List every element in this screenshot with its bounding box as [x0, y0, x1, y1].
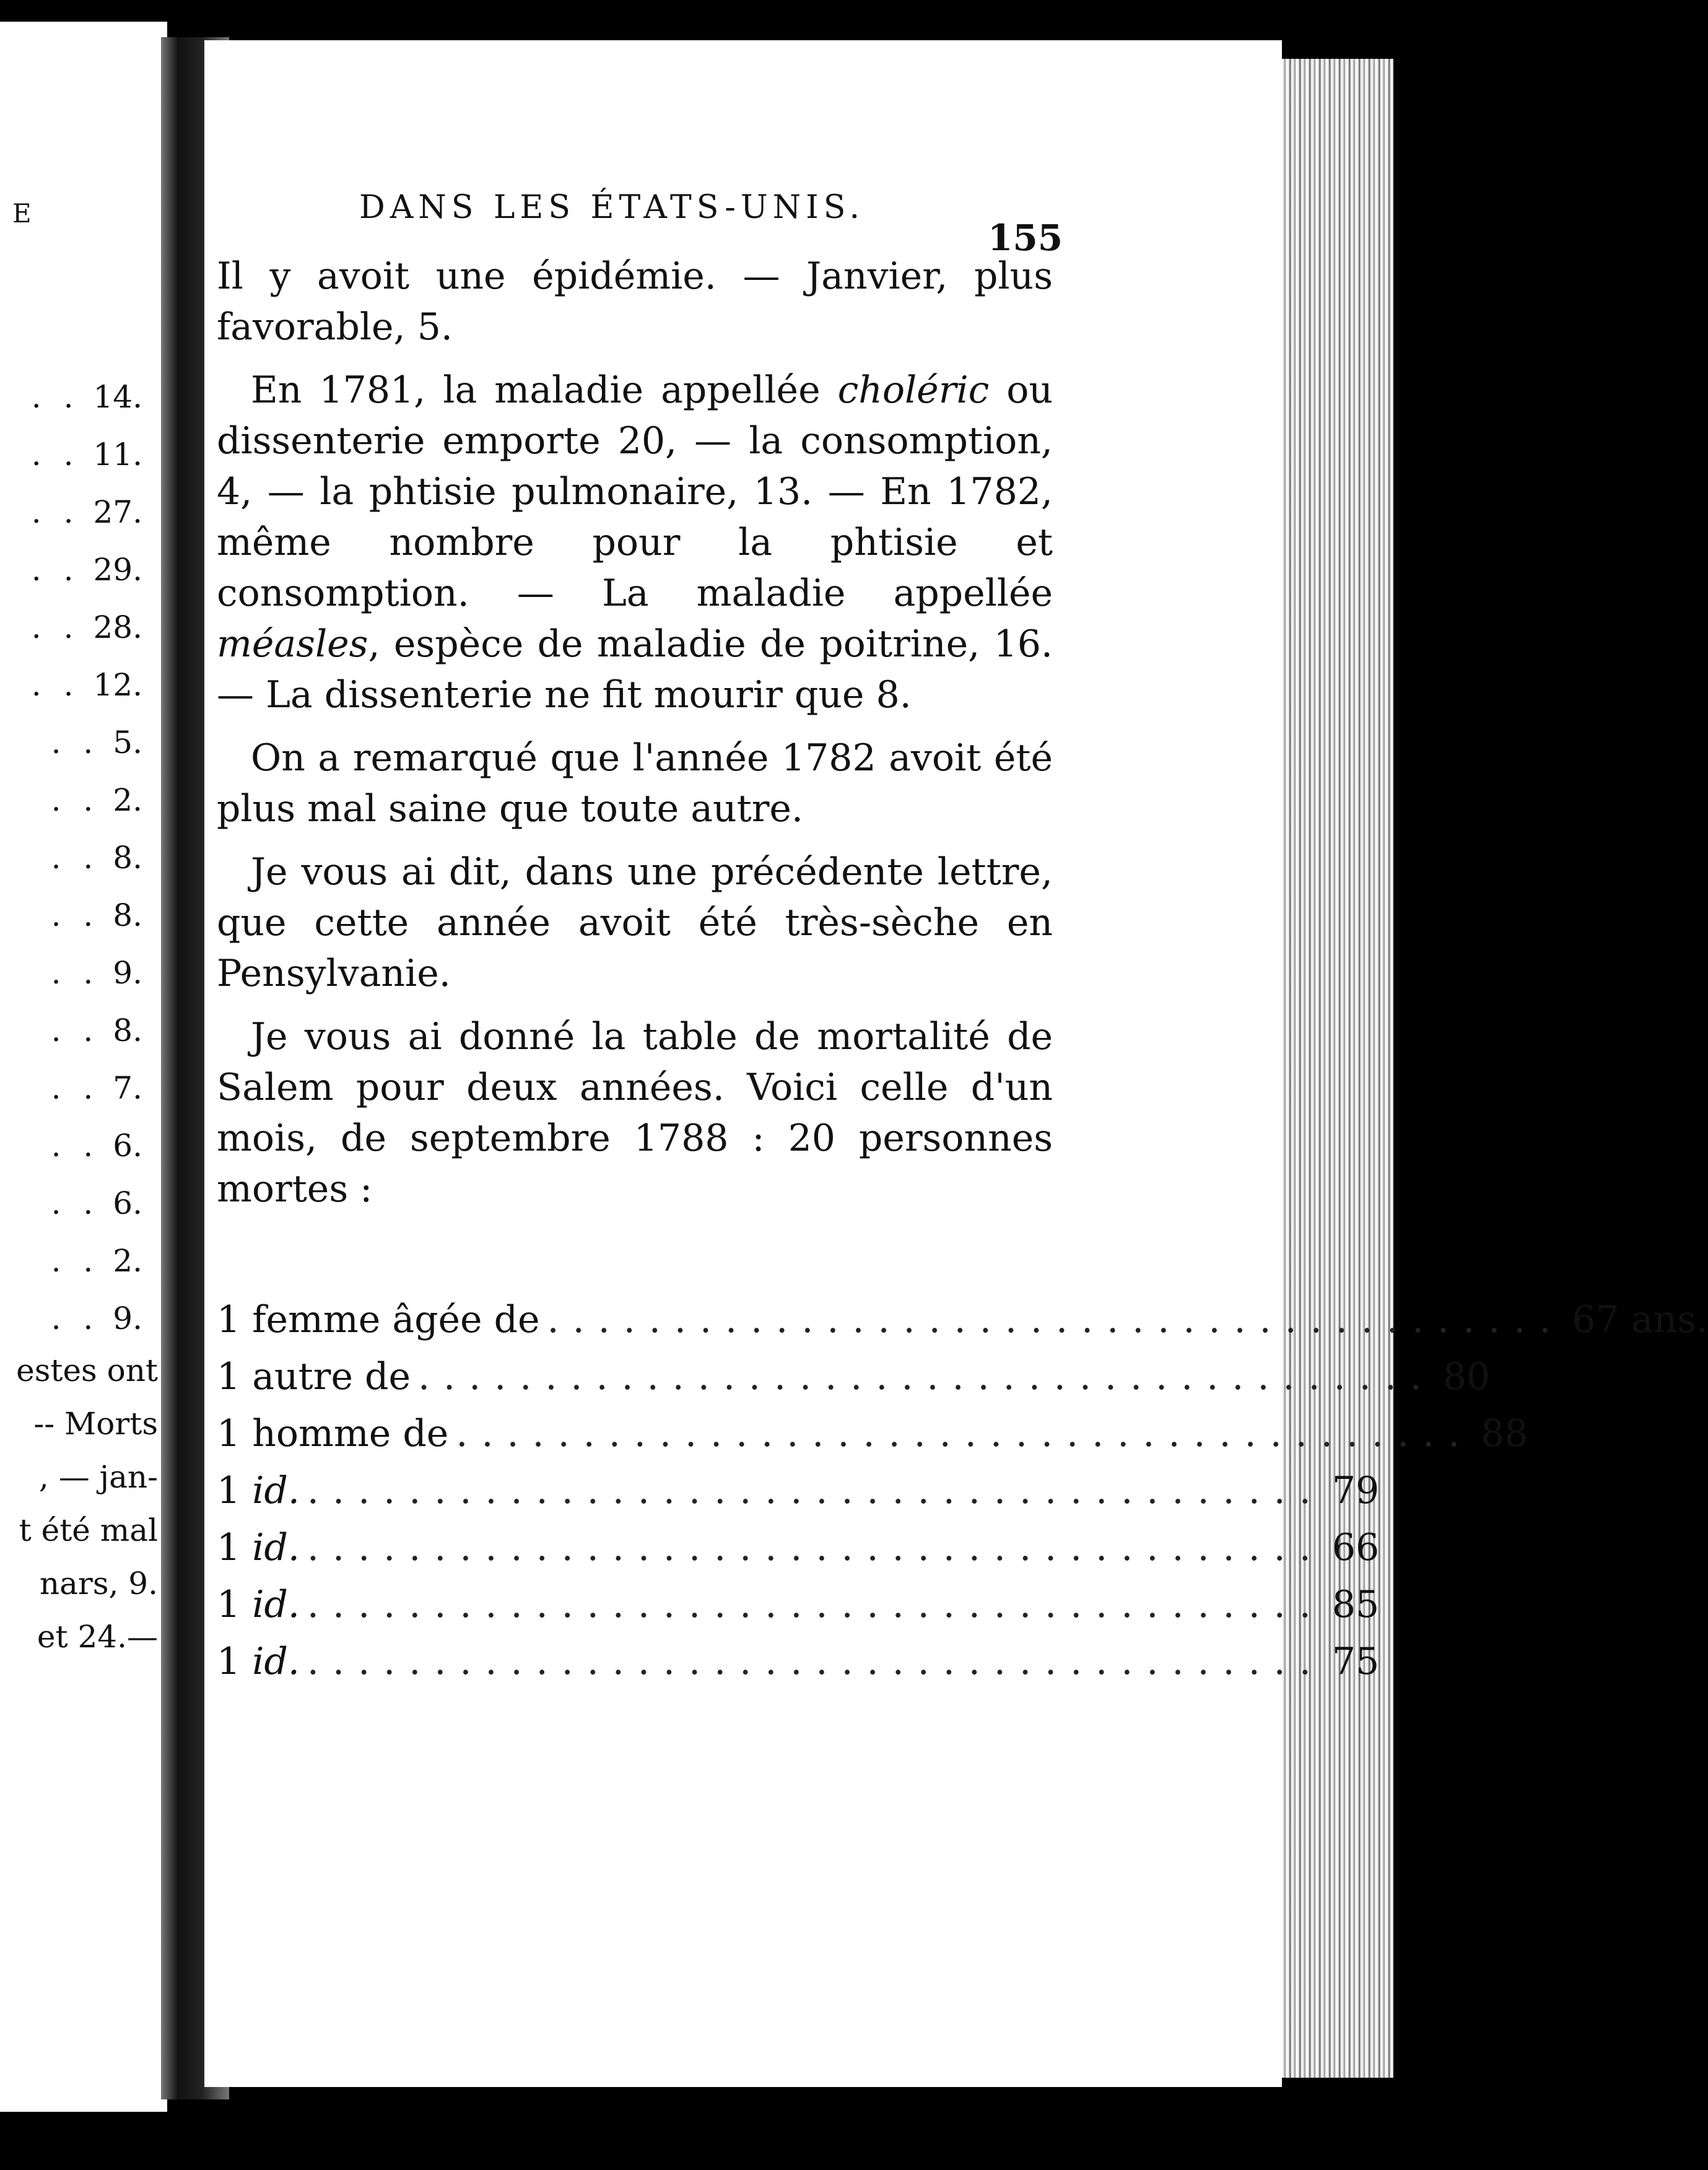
left-text-line: -- Morts: [33, 1406, 158, 1442]
left-text-fragments: [0, 1344, 158, 1663]
row-label-italic: id.: [252, 1583, 300, 1626]
dot-leader: . .: [51, 897, 100, 933]
dot-leader: . .: [51, 1185, 100, 1221]
left-text-line: nars, 9.: [39, 1566, 158, 1601]
table-row: [217, 1348, 1491, 1405]
left-number: [0, 484, 142, 541]
dot-leader: ........................................: [307, 1640, 1325, 1683]
left-number: [0, 1175, 142, 1232]
left-number: [0, 829, 142, 887]
left-number-value: 9.: [113, 1301, 142, 1336]
dot-leader: . .: [51, 725, 100, 760]
paragraph: Je vous ai dit, dans une précédente lettre, que cette année avoit été très-sèche en Pensylvanie.: [217, 850, 1053, 995]
table-row: [217, 1405, 1528, 1462]
left-number: [0, 426, 142, 484]
left-number: [0, 1002, 142, 1060]
left-running-head: E: [12, 198, 33, 229]
left-number-value: 8.: [113, 897, 142, 933]
row-label-italic: id.: [252, 1640, 300, 1683]
paragraph: Je vous ai donné la table de mortalité de Salem pour deux années. Voici celle d'un mois, de septembre 1788 : 20 personnes mortes :: [217, 1015, 1053, 1211]
row-label: 1 id.: [217, 1469, 300, 1512]
dot-leader: . .: [51, 1070, 100, 1106]
row-value: 79: [1331, 1469, 1380, 1512]
row-value: 80: [1442, 1355, 1491, 1398]
dot-leader: ........................................: [307, 1526, 1325, 1569]
left-number-value: 12.: [93, 667, 142, 703]
left-number: [0, 714, 142, 772]
left-number-value: 28.: [93, 609, 142, 645]
left-number-value: 29.: [93, 552, 142, 588]
body-text: [217, 251, 1053, 1227]
left-number-value: 6.: [113, 1185, 142, 1221]
left-text-line: et 24.—: [37, 1619, 158, 1655]
left-text-line: t été mal: [19, 1512, 158, 1548]
left-number-value: 11.: [93, 437, 142, 473]
left-number: [0, 656, 142, 714]
left-number-value: 27.: [93, 494, 142, 530]
deaths-table: [217, 1291, 1708, 1690]
left-number: [0, 772, 142, 829]
row-label: 1 homme de: [217, 1412, 449, 1455]
left-number-value: 2.: [113, 1243, 142, 1279]
left-number: [0, 887, 142, 944]
left-number-value: 2.: [113, 782, 142, 818]
paragraph: On a remarqué que l'année 1782 avoit été plus mal saine que toute autre.: [217, 736, 1053, 830]
dot-leader: . .: [31, 437, 80, 473]
left-number: [0, 599, 142, 656]
row-label: 1 id.: [217, 1526, 300, 1569]
left-number-value: 9.: [113, 955, 142, 991]
dot-leader: . .: [51, 840, 100, 876]
left-number: [0, 541, 142, 599]
left-number: [0, 1117, 142, 1175]
row-label: 1 autre de: [217, 1355, 411, 1398]
row-value: 75: [1331, 1640, 1380, 1683]
row-value: 66: [1331, 1526, 1380, 1569]
row-label-italic: id.: [252, 1469, 300, 1512]
facing-page-left: [0, 22, 167, 2112]
paragraph: En 1781, la maladie appellée choléric ou dissenterie emporte 20, — la consomption, 4, — la phtisie pulmonaire, 13. — En 1782, même nombre pour la phtisie et consomption. — La maladie appellée méasles, espèce de maladie de poitrine, 16. — La dissenterie ne fit mourir que 8.: [217, 368, 1053, 717]
row-label: 1 id.: [217, 1640, 300, 1683]
dot-leader: . .: [51, 782, 100, 818]
left-text-line: , — jan-: [38, 1459, 158, 1495]
left-number-value: 14.: [93, 379, 142, 415]
page-number: 155: [988, 217, 1063, 259]
row-label: 1 id.: [217, 1583, 300, 1626]
dot-leader: . .: [51, 1128, 100, 1164]
row-value: 88: [1481, 1412, 1528, 1455]
left-number-value: 6.: [113, 1128, 142, 1164]
dot-leader: . .: [51, 1301, 100, 1336]
row-label: 1 femme âgée de: [217, 1298, 540, 1341]
dot-leader: . .: [51, 955, 100, 991]
dot-leader: . .: [51, 1243, 100, 1279]
left-number-value: 5.: [113, 725, 142, 760]
dot-leader: ........................................: [547, 1298, 1565, 1341]
left-number: [0, 944, 142, 1002]
dot-leader: . .: [31, 494, 80, 530]
row-value: 85: [1331, 1583, 1380, 1626]
left-text-line: estes ont: [16, 1353, 158, 1388]
left-number: [0, 1060, 142, 1117]
left-number-value: 8.: [113, 1013, 142, 1048]
dot-leader: . .: [31, 552, 80, 588]
table-row: [217, 1576, 1380, 1633]
left-number: [0, 1290, 142, 1348]
dot-leader: ........................................: [417, 1355, 1436, 1398]
table-row: [217, 1519, 1380, 1576]
row-label-italic: id.: [252, 1526, 300, 1569]
dot-leader: . .: [31, 379, 80, 415]
paragraph: Il y avoit une épidémie. — Janvier, plus favorable, 5.: [217, 255, 1053, 349]
left-number-value: 8.: [113, 840, 142, 876]
table-row: [217, 1633, 1380, 1690]
left-number-column: [0, 368, 142, 1348]
dot-leader: . .: [31, 667, 80, 703]
page-edges: [1282, 59, 1393, 2078]
table-row: [217, 1291, 1708, 1348]
row-value: 67 ans.: [1572, 1298, 1708, 1341]
table-row: [217, 1462, 1380, 1519]
dot-leader: ........................................: [456, 1412, 1474, 1455]
dot-leader: ........................................: [307, 1583, 1325, 1626]
dot-leader: . .: [51, 1013, 100, 1048]
left-number: [0, 1232, 142, 1290]
left-number-value: 7.: [113, 1070, 142, 1106]
running-head: DANS LES ÉTATS-UNIS.: [359, 189, 865, 226]
dot-leader: ........................................: [307, 1469, 1325, 1512]
dot-leader: . .: [31, 609, 80, 645]
left-number: [0, 368, 142, 426]
